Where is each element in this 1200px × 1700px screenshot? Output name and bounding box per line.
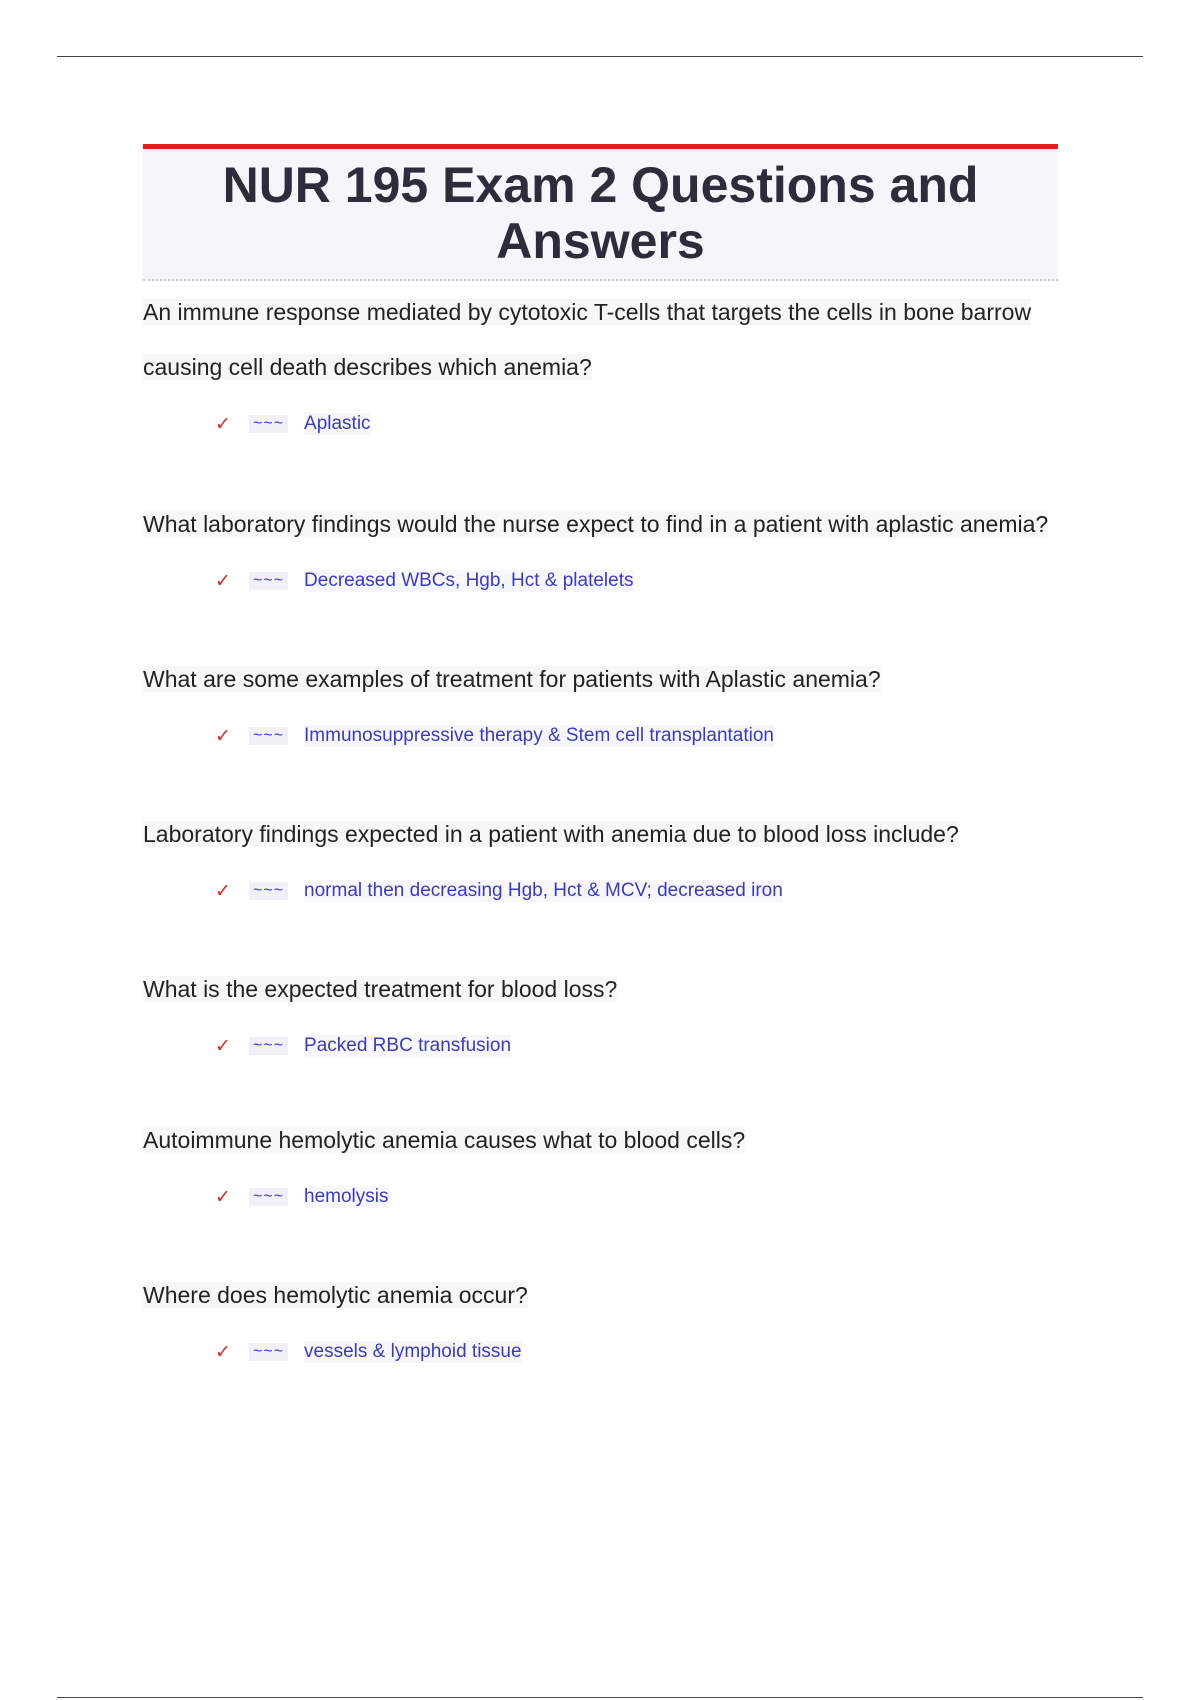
answer-line [215,1031,1058,1061]
answer-line [215,876,1058,906]
question-text: What are some examples of treatment for patients with Aplastic anemia? [143,666,881,692]
check-icon: ✓ [215,880,231,902]
question-text: Autoimmune hemolytic anemia causes what to blood cells? [143,1127,746,1153]
answer-text: Packed RBC transfusion [304,1035,512,1056]
qa-item [143,962,1058,1061]
question-text: What laboratory findings would the nurse expect to find in a patient with aplastic anemia? [143,511,1049,537]
answer-line [215,721,1058,751]
answer-text: hemolysis [304,1186,389,1207]
document-body [143,144,1058,1367]
page-header-rule [57,56,1143,57]
check-icon: ✓ [215,1186,231,1208]
check-icon: ✓ [215,413,231,435]
page-title: NUR 195 Exam 2 Questions and Answers [222,157,979,269]
answer-line [215,409,1058,439]
answer-text: vessels & lymphoid tissue [304,1341,522,1362]
qa-item [143,285,1058,439]
answer-prefix: ~~~ [249,1188,288,1206]
check-icon: ✓ [215,725,231,747]
answer-text: Immunosuppressive therapy & Stem cell transplantation [304,725,774,746]
qa-item [143,1268,1058,1367]
answer-prefix: ~~~ [249,882,288,900]
question-text: Where does hemolytic anemia occur? [143,1282,528,1308]
qa-item [143,652,1058,751]
answer-prefix: ~~~ [249,572,288,590]
answer-text: Decreased WBCs, Hgb, Hct & platelets [304,570,634,591]
answer-text: normal then decreasing Hgb, Hct & MCV; decreased iron [304,880,783,901]
qa-item [143,807,1058,906]
answer-text: Aplastic [304,413,371,434]
answer-prefix: ~~~ [249,1343,288,1361]
answer-line [215,1182,1058,1212]
page-footer-rule [57,1697,1143,1698]
qa-item [143,497,1058,596]
check-icon: ✓ [215,570,231,592]
answer-prefix: ~~~ [249,415,288,433]
qa-list [143,285,1058,1367]
check-icon: ✓ [215,1035,231,1057]
answer-prefix: ~~~ [249,727,288,745]
answer-prefix: ~~~ [249,1037,288,1055]
question-text: What is the expected treatment for blood loss? [143,976,618,1002]
qa-item [143,1113,1058,1212]
question-text: Laboratory findings expected in a patient with anemia due to blood loss include? [143,821,959,847]
check-icon: ✓ [215,1341,231,1363]
answer-line [215,566,1058,596]
answer-line [215,1337,1058,1367]
question-text: An immune response mediated by cytotoxic T-cells that targets the cells in bone barrow causing cell death describes which anemia? [143,299,1032,380]
title-banner [143,144,1058,281]
